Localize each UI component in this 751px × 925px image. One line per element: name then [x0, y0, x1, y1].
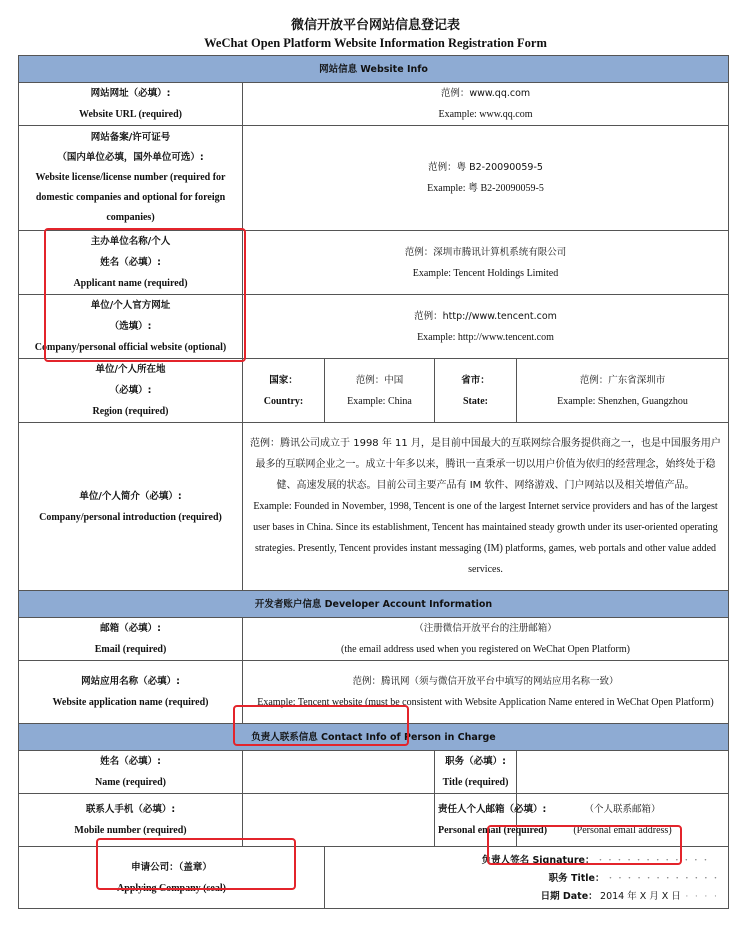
value-official-website[interactable]: 范例：http://www.tencent.com Example: http://www.tencent.com	[243, 295, 729, 359]
value-app-name[interactable]: 范例：腾讯网（须与微信开放平台中填写的网站应用名称一致） Example: Tencent website (must be consistent with Website Application Name entered in WeChat Open Platform)	[243, 661, 729, 724]
label-personal-email: 责任人个人邮箱（必填）: Personal email (required)	[435, 794, 517, 847]
value-introduction[interactable]: 范例：腾讯公司成立于 1998 年 11 月，是目前中国最大的互联网综合服务提供商之一，也是中国服务用户最多的互联网企业之一。成立十年多以来，腾讯一直秉承一切以用户价值为依归的经营理念，始终处于稳健、高速发展的状态。目前公司主要产品有 IM 软件、网络游戏、门户网站以及相关增值产品。 Example: Founded in November, 1998, Tencent is one of the largest Internet service providers and has of the largest user bases in China. Since its establishment, Tencent has maintained steady growth under its user-oriented operating strategies. Presently, Tencent provides instant messaging (IM) platforms, games, web portals and other value added services.	[243, 423, 729, 591]
value-province[interactable]: 范例：广东省深圳市 Example: Shenzhen, Guangzhou	[517, 359, 729, 423]
value-title[interactable]	[517, 751, 729, 794]
value-website-license[interactable]: 范例：粤 B2-20090059-5 Example: 粤 B2-20090059-5	[243, 126, 729, 231]
label-app-name: 网站应用名称（必填）: Website application name (required)	[19, 661, 243, 724]
form-title-cn: 微信开放平台网站信息登记表	[290, 18, 460, 33]
date-value: 2014 年 X 月 X 日	[600, 890, 681, 902]
section-header-developer-account: 开发者账户信息 Developer Account Information	[19, 591, 729, 618]
label-email: 邮箱（必填）: Email (required)	[19, 618, 243, 661]
value-name[interactable]	[243, 751, 435, 794]
date-line: 日期 Date： 2014 年 X 月 X 日 · · · ·	[540, 890, 719, 902]
value-mobile[interactable]	[243, 794, 435, 847]
label-mobile: 联系人手机（必填）: Mobile number (required)	[19, 794, 243, 847]
company-seal-cell[interactable]: 申请公司：（盖章） Applying Company (seal)	[19, 847, 325, 909]
label-province: 省市： State:	[435, 359, 517, 423]
registration-form-table	[18, 55, 729, 909]
label-applicant-name: 主办单位名称/个人 姓名（必填）: Applicant name (required)	[19, 231, 243, 295]
form-title-en: WeChat Open Platform Website Information Registration Form	[204, 36, 547, 50]
value-personal-email[interactable]: （个人联系邮箱） (Personal email address)	[517, 794, 729, 847]
title-label: 职务 Title： · · · · · · · · · · · ·	[548, 872, 719, 884]
label-name: 姓名（必填）: Name (required)	[19, 751, 243, 794]
label-region: 单位/个人所在地 （必填）: Region (required)	[19, 359, 243, 423]
value-applicant-name[interactable]: 范例：深圳市腾讯计算机系统有限公司 Example: Tencent Holdings Limited	[243, 231, 729, 295]
value-website-url[interactable]: 范例：www.qq.com Example: www.qq.com	[243, 83, 729, 126]
section-header-contact: 负责人联系信息 Contact Info of Person in Charge	[19, 724, 729, 751]
label-website-license: 网站备案/许可证号 （国内单位必填，国外单位可选）: Website license/license number (required for domestic companies and optional for foreign companies)	[19, 126, 243, 231]
section-header-website-info: 网站信息 Website Info	[19, 56, 729, 83]
label-country: 国家： Country:	[243, 359, 325, 423]
value-country[interactable]: 范例：中国 Example: China	[325, 359, 435, 423]
label-website-url: 网站网址（必填）: Website URL (required)	[19, 83, 243, 126]
label-introduction: 单位/个人简介（必填）: Company/personal introduction (required)	[19, 423, 243, 591]
label-title: 职务（必填）: Title (required)	[435, 751, 517, 794]
value-email[interactable]: （注册微信开放平台的注册邮箱） (the email address used when you registered on WeChat Open Platform)	[243, 618, 729, 661]
signature-label: 负责人签名 Signature： · · · · · · · · · · · ·	[481, 854, 709, 866]
signature-cell[interactable]	[325, 847, 729, 909]
label-official-website: 单位/个人官方网址 （选填）: Company/personal official website (optional)	[19, 295, 243, 359]
